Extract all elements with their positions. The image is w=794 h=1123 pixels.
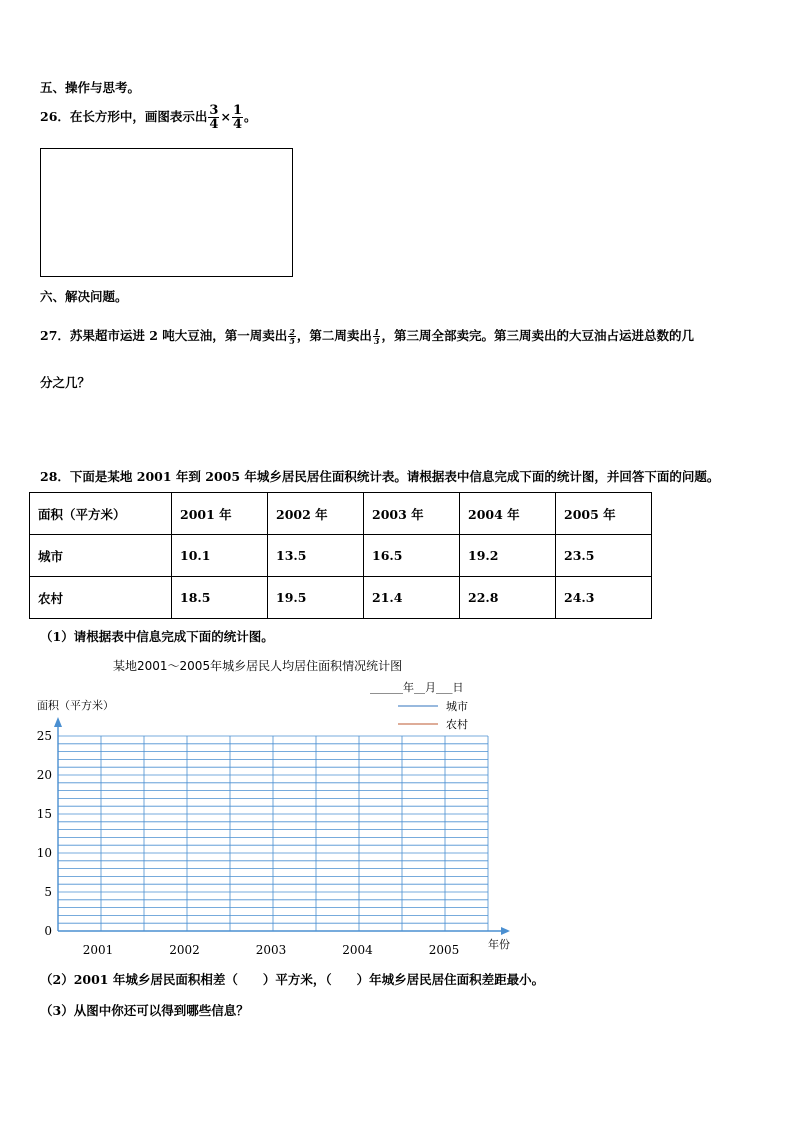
section5-heading: 五、操作与思考。 [40, 80, 141, 95]
chart-ticks [37, 729, 460, 957]
table-header-cell: 2002 年 [268, 493, 364, 535]
drawing-rectangle[interactable] [40, 148, 293, 277]
x-tick-label: 2003 [255, 943, 287, 957]
table-cell: 农村 [30, 577, 172, 619]
sub-question-3: （3）从图中你还可以得到哪些信息？ [40, 1003, 249, 1018]
y-tick-label: 0 [44, 924, 52, 938]
table-cell: 18.5 [172, 577, 268, 619]
table-cell: 10.1 [172, 535, 268, 577]
y-axis-arrow [54, 717, 62, 727]
table-cell: 城市 [30, 535, 172, 577]
question-26: 26．在长方形中，画图表示出 $\frac{3}{4}$ × $\frac{1}{4}$ 。 [40, 103, 257, 132]
table-header-cell: 2003 年 [364, 493, 460, 535]
line-chart[interactable] [0, 675, 560, 960]
table-cell: 23.5 [556, 535, 652, 577]
x-axis-arrow [501, 927, 510, 935]
chart-date-line: ______年__月___日 [370, 681, 464, 694]
table-header-row [30, 493, 652, 535]
y-tick-label: 10 [36, 846, 52, 860]
question-28-intro: 28．下面是某地 2001 年到 2005 年城乡居民居住面积统计表。请根据表中信息完成下面的统计图，并回答下面的问题。 [40, 469, 720, 484]
chart-grid [58, 736, 488, 931]
sub-question-2: （2）2001 年城乡居民面积相差（ ）平方米，（ ）年城乡居民居住面积差距最小。 [40, 972, 545, 987]
x-tick-label: 2002 [169, 943, 200, 957]
times-sign: × [220, 109, 231, 124]
table-row [30, 577, 652, 619]
table-cell: 19.5 [268, 577, 364, 619]
question-27: 27．苏果超市运进 2 吨大豆油，第一周卖出 $\frac{2}{5}$ ，第二周卖出 $\frac{1}{3}$ ，第三周全部卖完。第三周卖出的大豆油占运进总数的几 [40, 327, 694, 346]
y-axis-label: 面积（平方米） [37, 699, 114, 712]
table-row [30, 535, 652, 577]
y-tick-label: 20 [36, 768, 52, 782]
table-cell: 19.2 [460, 535, 556, 577]
legend-label: 农村 [446, 718, 468, 731]
sub-question-1: （1）请根据表中信息完成下面的统计图。 [40, 629, 274, 644]
section6-heading: 六、解决问题。 [40, 289, 128, 304]
x-tick-label: 2004 [342, 943, 373, 957]
table-cell: 16.5 [364, 535, 460, 577]
x-axis-label: 年份 [488, 938, 510, 951]
chart-axes [54, 717, 510, 935]
table-header-cell: 2004 年 [460, 493, 556, 535]
table-header-cell: 面积（平方米） [30, 493, 172, 535]
y-tick-label: 15 [36, 807, 52, 821]
area-data-table [29, 492, 652, 619]
fraction-3-4: $\frac{3}{4}$ [209, 103, 219, 132]
fraction-1-3: $\frac{1}{3}$ [373, 327, 380, 346]
x-tick-label: 2005 [428, 943, 460, 957]
table-cell: 24.3 [556, 577, 652, 619]
question-27-line2: 分之几？ [40, 375, 91, 390]
q26-prefix: 26．在长方形中，画图表示出 [40, 109, 208, 124]
table-header-cell: 2005 年 [556, 493, 652, 535]
chart-title: 某地2001～2005年城乡居民人均居住面积情况统计图 [113, 659, 403, 673]
legend-label: 城市 [446, 700, 468, 713]
chart-legend [398, 700, 468, 731]
x-tick-label: 2001 [82, 943, 114, 957]
fraction-1-4: $\frac{1}{4}$ [232, 103, 242, 132]
table-cell: 22.8 [460, 577, 556, 619]
table-header-cell: 2001 年 [172, 493, 268, 535]
y-tick-label: 25 [36, 729, 52, 743]
table-cell: 21.4 [364, 577, 460, 619]
table-cell: 13.5 [268, 535, 364, 577]
y-tick-label: 5 [44, 885, 52, 899]
fraction-2-5: $\frac{2}{5}$ [289, 327, 295, 346]
